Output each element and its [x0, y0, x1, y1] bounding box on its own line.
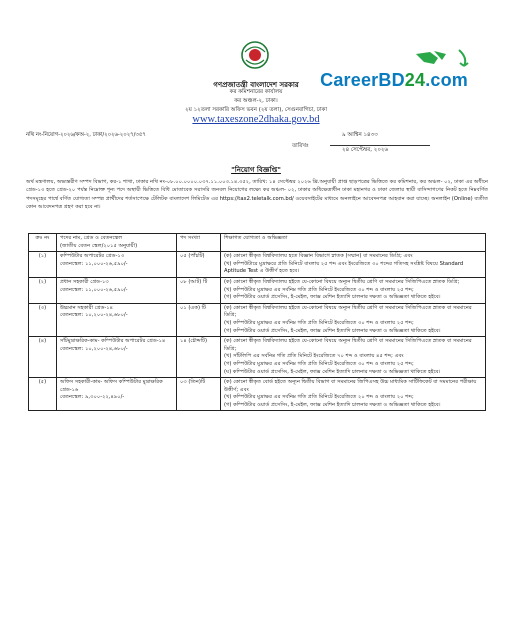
office-name: কর কমিশনারের কার্যালয় — [229, 89, 283, 95]
date-bangla: ৯ আশ্বিন ১৪৩৩ — [342, 132, 378, 138]
post-name: সাঁটমুদ্রাক্ষরিক-কাম- কম্পিউটার অপারেটর গ্রেড-১৪ — [60, 338, 166, 345]
website-link[interactable]: www.taxeszone2dhaka.gov.bd — [192, 114, 320, 125]
date-label: তারিখঃ — [292, 143, 309, 149]
row-serial: (১) — [29, 252, 57, 278]
row-serial: (২) — [29, 277, 57, 303]
pay-scale: বেতনস্কেল: ১০,২০০-২৪,৬৮০/- — [60, 312, 128, 319]
table-row — [29, 277, 486, 303]
qualification-item: (ক) কোনো স্বীকৃত বিশ্ববিদ্যালয় হইতে যে-কোনো বিষয়ে অন্যূন দ্বিতীয় শ্রেণি বা সমমানের সিজিপিএতে স্নাতক বা সমমানের ডিগ্রি; — [224, 304, 472, 319]
row-qualification — [221, 303, 486, 336]
row-count: ০৩ (তিন)টি — [177, 378, 221, 411]
row-post — [57, 303, 177, 336]
post-name: প্রধান সহকারী গ্রেড-১৩ — [60, 278, 109, 285]
row-count: ০৮ (আট) টি — [177, 277, 221, 303]
bangladesh-emblem-icon — [240, 40, 270, 70]
row-post — [57, 277, 177, 303]
header-post: পদের নাম, গ্রেড ও বেতনস্কেল (জাতীয় বেতন স্কেল/২০১৫ অনুযায়ী) — [57, 234, 177, 252]
intro-paragraph: অর্থ মন্ত্রণালয়, অভ্যন্তরীণ সম্পদ বিভাগ, কর-১ শাখা, ঢাকার নথি নং-০৮.০০.০০০০.০৩৭.১১.০০৩.১৪.৩৫২, তারিখ: ১৪ সেপ্টেম্বর ২০২৬ খ্রি.অনুযায়ী প্রাপ্ত ছাড়পত্রের ভিত্তিতে কর কমিশনার, কর অঞ্চল- ০২, ঢাকা এর অধীনে গ্রেড-১৩ হতে গ্রেড-২০ পর্যন্ত নিম্নোক্ত শূন্য পদে অস্থায়ী ভিত্তিতে বিধি মোতাবেক সরাসরি জনবল নিয়োগের লক্ষ্যে কর অঞ্চল- ০২, ঢাকার অধিক্ষেত্রাধীন ঢাকা মহানগর ও ঢাকা জেলার স্থায়ী বাসিন্দাগণের নিকট হতে নিম্নবর্ণিত পদসমূহের পার্শ্বে বর্ণিত যোগ্যতা সম্পন্ন প্রার্থীদের শর্তসাপেক্ষে টেলিটক বাংলাদেশ লিমিটেড এর https://tax2.teletalk.com.bd/ ওয়েবসাইটের মাধ্যমে অনলাইনে আবেদনপত্র আহবান করা যাচ্ছে। অনলাইন (Online) ব্যতীত কোন আবেদনপত্র গ্রহণ করা হবে না। — [26, 179, 488, 211]
table-row — [29, 378, 486, 411]
qualification-item: (ঘ) কম্পিউটার ওয়ার্ড প্রসেসিং, ই-মেইল, ফ্যাক্স মেশিন ইত্যাদি চালনার দক্ষতা ও অভিজ্ঞতা থাকিতে হইবে। — [224, 368, 441, 375]
pay-scale: বেতনস্কেল: ৯,৩০০-২২,৪৯০/- — [60, 394, 125, 401]
qualification-item: (ক) কোনো স্বীকৃত বোর্ড হইতে অন্যূন দ্বিতীয় বিভাগ বা সমমানের জিপিএসহ উচ্চ মাধ্যমিক সার্টিফিকেট বা সমমানের পরীক্ষায় উত্তীর্ণ; এবং — [224, 379, 477, 393]
row-serial: (৫) — [29, 378, 57, 411]
pay-scale: বেতনস্কেল: ১১,০০০-২৬,৫৯০/- — [60, 260, 128, 267]
qualification-item: (খ) সাঁটলিপি এর সর্বনিম্ন গতি প্রতি মিনিটে ইংরেজিতে ৭০ শব্দ ও বাংলায় ৪৫ শব্দ; এবং — [224, 353, 404, 360]
header-qualification: শিক্ষাগত যোগ্যতা ও অভিজ্ঞতা — [221, 234, 486, 252]
date-divider — [330, 145, 430, 146]
qualification-item: (ক) কোনো স্বীকৃত বিশ্ববিদ্যালয় হইতে যে-কোনো বিষয়ে অন্যূন দ্বিতীয় শ্রেণি বা সমমানের সিজিপিএতে স্নাতক বা সমমানের ডিগ্রি; — [224, 338, 472, 352]
govt-heading: গণপ্রজাতন্ত্রী বাংলাদেশ সরকার — [213, 81, 299, 89]
vacancy-rows — [29, 252, 486, 411]
row-count: ১৪ (চৌদ্দটি) — [177, 337, 221, 378]
date-english: ২৪ সেপ্টেম্বর, ২০২৬ — [342, 147, 389, 153]
row-count: ০১ (এক) টি — [177, 303, 221, 336]
qualification-item: (খ) কম্পিউটার মুদ্রাক্ষর এর সর্বনিম্ন গতি প্রতি মিনিটে ইংরেজিতে ৩০ শব্দ ও বাংলায় ২৫ শব্দ; — [224, 286, 414, 293]
qualification-item: (খ) কম্পিউটারে মুদ্রাক্ষরে প্রতি মিনিটে বাংলায় ২৫ শব্দ এবং ইংরেজিতে ৩০ শব্দের গতিসহ সংশ্লিষ্ট বিষয়ে Standard Aptitude Test এ উত্তীর্ণ হতে হবে। — [224, 260, 464, 275]
row-qualification — [221, 378, 486, 411]
qualification-item: (গ) কম্পিউটার মুদ্রাক্ষর এর সর্বনিম্ন গতি প্রতি মিনিটে ইংরেজিতে ৩০ শব্দ ও বাংলায় ২৫ শব্দ; — [224, 360, 414, 367]
row-qualification — [221, 252, 486, 278]
post-name: উচ্চমান সহকারী গ্রেড-১৪ — [60, 304, 114, 311]
pay-scale: বেতনস্কেল: ১০,২০০-২৪,৬৮০/- — [60, 345, 128, 352]
row-qualification — [221, 277, 486, 303]
qualification-item: (ক) কোনো স্বীকৃত বিশ্ববিদ্যালয় হইতে যে-কোনো বিষয়ে অন্যূন দ্বিতীয় শ্রেণি বা সমমানের সিজিপিএতে স্নাতক ডিগ্রি; — [224, 278, 460, 285]
header-count: পদ সংখ্যা — [177, 234, 221, 252]
table-row — [29, 252, 486, 278]
qualification-item: (গ) কম্পিউটার ওয়ার্ড প্রসেসিং, ই-মেইল, ফ্যাক্স মেশিন ইত্যাদি চালনার দক্ষতা ও অভিজ্ঞতা থাকিতে হইবে। — [224, 327, 441, 334]
qualification-item: (খ) কম্পিউটার মুদ্রাক্ষর এর সর্বনিম্ন গতি প্রতি মিনিটে ইংরেজিতে ২০ শব্দ ও বাংলায় ২০ শব্দ; — [224, 394, 414, 401]
row-serial: (৩) — [29, 303, 57, 336]
post-name: অফিস সহকারী-কাম- অফিস কম্পিউটার মুদ্রাক্ষরিক গ্রেড-১৬ — [60, 379, 163, 393]
vacancy-table — [28, 233, 486, 411]
table-header-row — [29, 234, 486, 252]
qualification-item: (গ) কম্পিউটার ওয়ার্ড প্রসেসিং, ই-মেইল, ফ্যাক্স মেশিন ইত্যাদি চালনার দক্ষতা ও অভিজ্ঞতা থাকিতে হইবে। — [224, 401, 441, 408]
post-name: কম্পিউটার অপারেটর গ্রেড-১৩ — [60, 253, 125, 260]
office-address: ২য় ১২তলা সরকারি অফিস ভবন (২য় তলা), সেগুনবাগিচা, ঢাকা — [185, 107, 327, 113]
row-post — [57, 378, 177, 411]
careerbd-watermark-text: CareerBD24.com — [320, 70, 468, 90]
qualification-item: (ক) কোনো স্বীকৃত বিশ্ববিদ্যালয় হতে বিজ্ঞান বিভাগে স্নাতক (সম্মান) বা সমমানের ডিগ্রি; এবং — [224, 253, 413, 260]
qualification-item: (খ) কম্পিউটার মুদ্রাক্ষর এর সর্বনিম্ন গতি প্রতি মিনিটে ইংরেজিতে ৩০ শব্দ ও বাংলায় ২৫ শব্দ; — [224, 319, 414, 326]
pay-scale: বেতনস্কেল: ১১,০০০-২৬,৫৯০/- — [60, 286, 128, 293]
table-row — [29, 337, 486, 378]
row-post — [57, 337, 177, 378]
memo-reference: নথি নং-নিয়োগ-২০২৬/কঅ-২, ঢাকা/২০২৬-২০২৭/৩৫৭ — [26, 132, 146, 138]
table-row — [29, 303, 486, 336]
row-post — [57, 252, 177, 278]
row-count: ০৫ (পাঁচটি) — [177, 252, 221, 278]
zone-name: কর অঞ্চল-২, ঢাকা। — [234, 98, 278, 104]
qualification-item: (গ) কম্পিউটার ওয়ার্ড প্রসেসিং, ই-মেইল, ফ্যাক্স মেশিন ইত্যাদি চালনার দক্ষতা ও অভিজ্ঞতা থাকিতে হইবে। — [224, 294, 441, 301]
row-serial: (৪) — [29, 337, 57, 378]
row-qualification — [221, 337, 486, 378]
header-sl: ক্রঃ নং — [29, 234, 57, 252]
notice-title: "নিয়োগ বিজ্ঞপ্তি" — [231, 166, 281, 174]
